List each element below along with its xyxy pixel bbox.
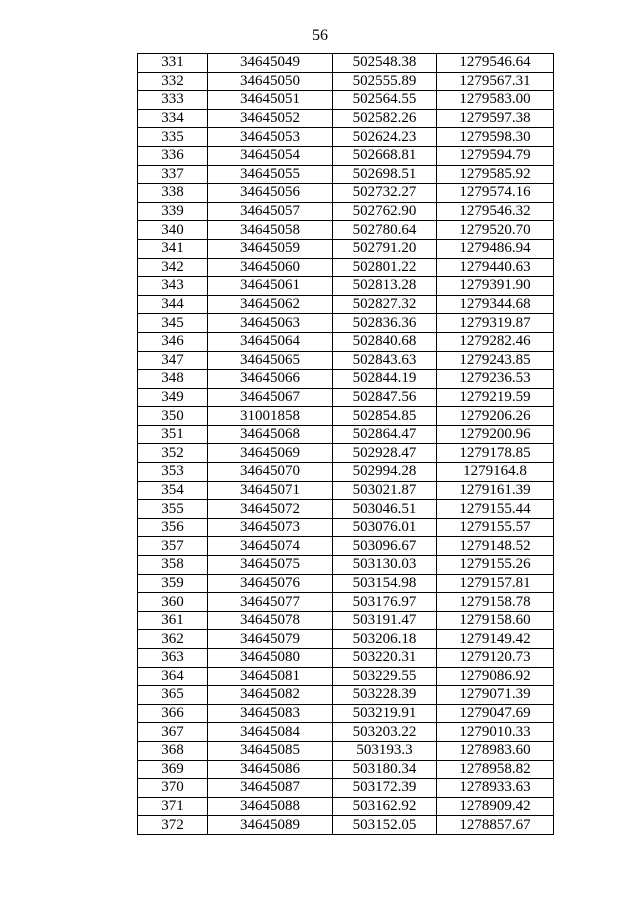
cadastral-id-cell: 34645082 <box>208 686 333 705</box>
table-row <box>138 556 554 575</box>
y-coordinate-cell: 1279148.52 <box>437 537 554 556</box>
cadastral-id-cell: 34645068 <box>208 425 333 444</box>
point-number-cell: 365 <box>138 686 208 705</box>
point-number-cell: 360 <box>138 593 208 612</box>
x-coordinate-cell: 502582.26 <box>333 109 437 128</box>
point-number-cell: 338 <box>138 184 208 203</box>
cadastral-id-cell: 34645053 <box>208 128 333 147</box>
point-number-cell: 345 <box>138 314 208 333</box>
point-number-cell: 344 <box>138 295 208 314</box>
x-coordinate-cell: 503021.87 <box>333 481 437 500</box>
cadastral-id-cell: 34645063 <box>208 314 333 333</box>
y-coordinate-cell: 1279158.78 <box>437 593 554 612</box>
point-number-cell: 340 <box>138 221 208 240</box>
point-number-cell: 371 <box>138 797 208 816</box>
point-number-cell: 364 <box>138 667 208 686</box>
table-row <box>138 630 554 649</box>
x-coordinate-cell: 503172.39 <box>333 779 437 798</box>
cadastral-id-cell: 34645074 <box>208 537 333 556</box>
table-row <box>138 221 554 240</box>
cadastral-id-cell: 34645083 <box>208 704 333 723</box>
table-row <box>138 518 554 537</box>
table-row <box>138 184 554 203</box>
cadastral-id-cell: 34645078 <box>208 611 333 630</box>
x-coordinate-cell: 502836.36 <box>333 314 437 333</box>
x-coordinate-cell: 502854.85 <box>333 407 437 426</box>
point-number-cell: 339 <box>138 202 208 221</box>
y-coordinate-cell: 1279157.81 <box>437 574 554 593</box>
y-coordinate-cell: 1279219.59 <box>437 388 554 407</box>
x-coordinate-cell: 502668.81 <box>333 146 437 165</box>
y-coordinate-cell: 1279236.53 <box>437 370 554 389</box>
y-coordinate-cell: 1279597.38 <box>437 109 554 128</box>
point-number-cell: 333 <box>138 91 208 110</box>
table-row <box>138 128 554 147</box>
cadastral-id-cell: 34645076 <box>208 574 333 593</box>
x-coordinate-cell: 502780.64 <box>333 221 437 240</box>
table-row <box>138 351 554 370</box>
cadastral-id-cell: 34645071 <box>208 481 333 500</box>
y-coordinate-cell: 1279243.85 <box>437 351 554 370</box>
cadastral-id-cell: 34645050 <box>208 72 333 91</box>
coordinates-table <box>137 53 554 835</box>
y-coordinate-cell: 1279086.92 <box>437 667 554 686</box>
table-row <box>138 295 554 314</box>
y-coordinate-cell: 1279282.46 <box>437 332 554 351</box>
y-coordinate-cell: 1279120.73 <box>437 649 554 668</box>
point-number-cell: 352 <box>138 444 208 463</box>
y-coordinate-cell: 1279440.63 <box>437 258 554 277</box>
y-coordinate-cell: 1279047.69 <box>437 704 554 723</box>
table-row <box>138 332 554 351</box>
cadastral-id-cell: 34645088 <box>208 797 333 816</box>
x-coordinate-cell: 502791.20 <box>333 239 437 258</box>
y-coordinate-cell: 1279574.16 <box>437 184 554 203</box>
y-coordinate-cell: 1278983.60 <box>437 741 554 760</box>
table-row <box>138 54 554 73</box>
x-coordinate-cell: 503228.39 <box>333 686 437 705</box>
point-number-cell: 349 <box>138 388 208 407</box>
table-row <box>138 425 554 444</box>
cadastral-id-cell: 34645086 <box>208 760 333 779</box>
x-coordinate-cell: 503203.22 <box>333 723 437 742</box>
y-coordinate-cell: 1279161.39 <box>437 481 554 500</box>
y-coordinate-cell: 1279155.57 <box>437 518 554 537</box>
cadastral-id-cell: 34645060 <box>208 258 333 277</box>
page-number: 56 <box>312 27 328 44</box>
cadastral-id-cell: 31001858 <box>208 407 333 426</box>
y-coordinate-cell: 1279319.87 <box>437 314 554 333</box>
y-coordinate-cell: 1279546.32 <box>437 202 554 221</box>
cadastral-id-cell: 34645064 <box>208 332 333 351</box>
table-row <box>138 537 554 556</box>
y-coordinate-cell: 1279155.26 <box>437 556 554 575</box>
table-row <box>138 760 554 779</box>
y-coordinate-cell: 1279071.39 <box>437 686 554 705</box>
cadastral-id-cell: 34645079 <box>208 630 333 649</box>
y-coordinate-cell: 1278933.63 <box>437 779 554 798</box>
y-coordinate-cell: 1279149.42 <box>437 630 554 649</box>
cadastral-id-cell: 34645081 <box>208 667 333 686</box>
point-number-cell: 356 <box>138 518 208 537</box>
cadastral-id-cell: 34645072 <box>208 500 333 519</box>
point-number-cell: 363 <box>138 649 208 668</box>
x-coordinate-cell: 502844.19 <box>333 370 437 389</box>
cadastral-id-cell: 34645061 <box>208 277 333 296</box>
table-row <box>138 481 554 500</box>
x-coordinate-cell: 502827.32 <box>333 295 437 314</box>
x-coordinate-cell: 503152.05 <box>333 816 437 835</box>
y-coordinate-cell: 1278909.42 <box>437 797 554 816</box>
point-number-cell: 354 <box>138 481 208 500</box>
y-coordinate-cell: 1279391.90 <box>437 277 554 296</box>
table-row <box>138 109 554 128</box>
table-row <box>138 407 554 426</box>
cadastral-id-cell: 34645058 <box>208 221 333 240</box>
x-coordinate-cell: 503220.31 <box>333 649 437 668</box>
point-number-cell: 362 <box>138 630 208 649</box>
cadastral-id-cell: 34645085 <box>208 741 333 760</box>
x-coordinate-cell: 502813.28 <box>333 277 437 296</box>
table-row <box>138 779 554 798</box>
point-number-cell: 357 <box>138 537 208 556</box>
x-coordinate-cell: 503206.18 <box>333 630 437 649</box>
table-body <box>138 54 554 835</box>
table-row <box>138 574 554 593</box>
x-coordinate-cell: 503229.55 <box>333 667 437 686</box>
cadastral-id-cell: 34645054 <box>208 146 333 165</box>
y-coordinate-cell: 1279178.85 <box>437 444 554 463</box>
y-coordinate-cell: 1279206.26 <box>437 407 554 426</box>
table-row <box>138 667 554 686</box>
y-coordinate-cell: 1279567.31 <box>437 72 554 91</box>
table-row <box>138 741 554 760</box>
point-number-cell: 369 <box>138 760 208 779</box>
table-row <box>138 444 554 463</box>
point-number-cell: 351 <box>138 425 208 444</box>
cadastral-id-cell: 34645087 <box>208 779 333 798</box>
table-row <box>138 277 554 296</box>
table-row <box>138 611 554 630</box>
y-coordinate-cell: 1279598.30 <box>437 128 554 147</box>
point-number-cell: 334 <box>138 109 208 128</box>
x-coordinate-cell: 502624.23 <box>333 128 437 147</box>
x-coordinate-cell: 503096.67 <box>333 537 437 556</box>
table-row <box>138 816 554 835</box>
table-row <box>138 370 554 389</box>
point-number-cell: 341 <box>138 239 208 258</box>
point-number-cell: 368 <box>138 741 208 760</box>
point-number-cell: 359 <box>138 574 208 593</box>
table-row <box>138 165 554 184</box>
point-number-cell: 358 <box>138 556 208 575</box>
table-row <box>138 239 554 258</box>
table-row <box>138 202 554 221</box>
table-row <box>138 314 554 333</box>
cadastral-id-cell: 34645089 <box>208 816 333 835</box>
x-coordinate-cell: 503191.47 <box>333 611 437 630</box>
y-coordinate-cell: 1279583.00 <box>437 91 554 110</box>
y-coordinate-cell: 1279520.70 <box>437 221 554 240</box>
cadastral-id-cell: 34645070 <box>208 463 333 482</box>
y-coordinate-cell: 1279486.94 <box>437 239 554 258</box>
cadastral-id-cell: 34645080 <box>208 649 333 668</box>
x-coordinate-cell: 503154.98 <box>333 574 437 593</box>
point-number-cell: 366 <box>138 704 208 723</box>
y-coordinate-cell: 1279155.44 <box>437 500 554 519</box>
table-row <box>138 258 554 277</box>
y-coordinate-cell: 1279158.60 <box>437 611 554 630</box>
y-coordinate-cell: 1279594.79 <box>437 146 554 165</box>
table-row <box>138 593 554 612</box>
x-coordinate-cell: 502801.22 <box>333 258 437 277</box>
y-coordinate-cell: 1279344.68 <box>437 295 554 314</box>
table-row <box>138 388 554 407</box>
point-number-cell: 355 <box>138 500 208 519</box>
y-coordinate-cell: 1278857.67 <box>437 816 554 835</box>
cadastral-id-cell: 34645051 <box>208 91 333 110</box>
cadastral-id-cell: 34645077 <box>208 593 333 612</box>
table-row <box>138 723 554 742</box>
table-row <box>138 797 554 816</box>
point-number-cell: 372 <box>138 816 208 835</box>
point-number-cell: 353 <box>138 463 208 482</box>
point-number-cell: 335 <box>138 128 208 147</box>
point-number-cell: 342 <box>138 258 208 277</box>
cadastral-id-cell: 34645066 <box>208 370 333 389</box>
y-coordinate-cell: 1279546.64 <box>437 54 554 73</box>
cadastral-id-cell: 34645073 <box>208 518 333 537</box>
cadastral-id-cell: 34645067 <box>208 388 333 407</box>
cadastral-id-cell: 34645056 <box>208 184 333 203</box>
y-coordinate-cell: 1278958.82 <box>437 760 554 779</box>
cadastral-id-cell: 34645049 <box>208 54 333 73</box>
x-coordinate-cell: 502840.68 <box>333 332 437 351</box>
point-number-cell: 367 <box>138 723 208 742</box>
table-row <box>138 500 554 519</box>
table-row <box>138 72 554 91</box>
table-row <box>138 91 554 110</box>
x-coordinate-cell: 502928.47 <box>333 444 437 463</box>
x-coordinate-cell: 503130.03 <box>333 556 437 575</box>
y-coordinate-cell: 1279164.8 <box>437 463 554 482</box>
x-coordinate-cell: 503180.34 <box>333 760 437 779</box>
cadastral-id-cell: 34645065 <box>208 351 333 370</box>
table-row <box>138 146 554 165</box>
y-coordinate-cell: 1279200.96 <box>437 425 554 444</box>
cadastral-id-cell: 34645059 <box>208 239 333 258</box>
cadastral-id-cell: 34645062 <box>208 295 333 314</box>
point-number-cell: 348 <box>138 370 208 389</box>
table-row <box>138 649 554 668</box>
x-coordinate-cell: 502698.51 <box>333 165 437 184</box>
x-coordinate-cell: 502843.63 <box>333 351 437 370</box>
table-row <box>138 463 554 482</box>
x-coordinate-cell: 502847.56 <box>333 388 437 407</box>
x-coordinate-cell: 503219.91 <box>333 704 437 723</box>
x-coordinate-cell: 503162.92 <box>333 797 437 816</box>
x-coordinate-cell: 503176.97 <box>333 593 437 612</box>
x-coordinate-cell: 502762.90 <box>333 202 437 221</box>
point-number-cell: 350 <box>138 407 208 426</box>
point-number-cell: 347 <box>138 351 208 370</box>
point-number-cell: 336 <box>138 146 208 165</box>
x-coordinate-cell: 502994.28 <box>333 463 437 482</box>
x-coordinate-cell: 503046.51 <box>333 500 437 519</box>
cadastral-id-cell: 34645052 <box>208 109 333 128</box>
y-coordinate-cell: 1279585.92 <box>437 165 554 184</box>
point-number-cell: 337 <box>138 165 208 184</box>
cadastral-id-cell: 34645057 <box>208 202 333 221</box>
cadastral-id-cell: 34645075 <box>208 556 333 575</box>
table-row <box>138 704 554 723</box>
x-coordinate-cell: 502732.27 <box>333 184 437 203</box>
point-number-cell: 331 <box>138 54 208 73</box>
point-number-cell: 343 <box>138 277 208 296</box>
x-coordinate-cell: 502555.89 <box>333 72 437 91</box>
x-coordinate-cell: 502548.38 <box>333 54 437 73</box>
cadastral-id-cell: 34645055 <box>208 165 333 184</box>
x-coordinate-cell: 503076.01 <box>333 518 437 537</box>
point-number-cell: 361 <box>138 611 208 630</box>
x-coordinate-cell: 503193.3 <box>333 741 437 760</box>
y-coordinate-cell: 1279010.33 <box>437 723 554 742</box>
cadastral-id-cell: 34645069 <box>208 444 333 463</box>
point-number-cell: 332 <box>138 72 208 91</box>
point-number-cell: 346 <box>138 332 208 351</box>
point-number-cell: 370 <box>138 779 208 798</box>
cadastral-id-cell: 34645084 <box>208 723 333 742</box>
x-coordinate-cell: 502864.47 <box>333 425 437 444</box>
x-coordinate-cell: 502564.55 <box>333 91 437 110</box>
table-row <box>138 686 554 705</box>
